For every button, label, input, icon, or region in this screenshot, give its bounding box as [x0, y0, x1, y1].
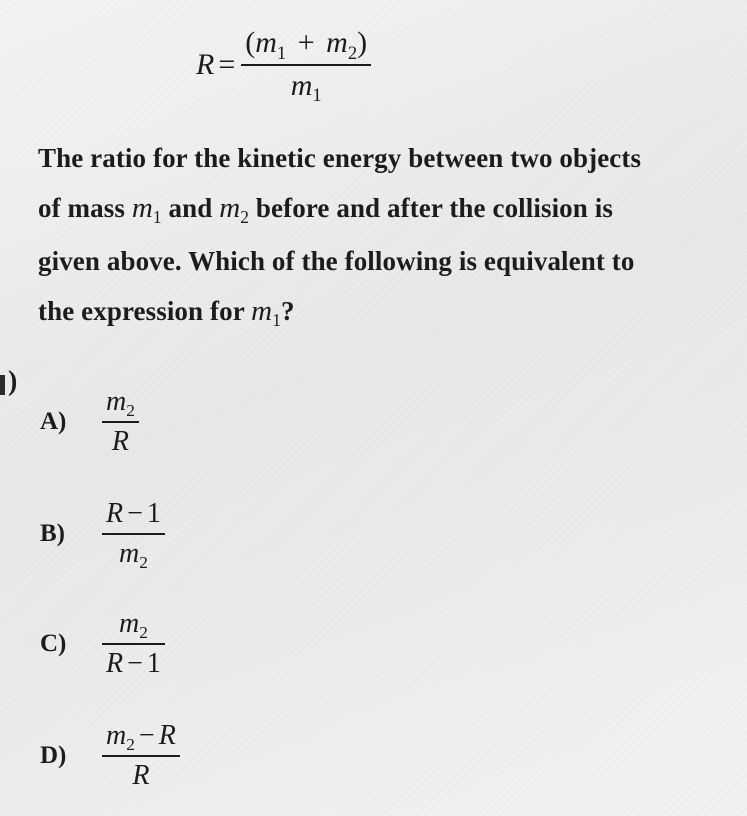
q2-text-b: and	[168, 193, 213, 223]
q2-m2-var: m	[219, 192, 241, 224]
option-b-bar	[102, 533, 165, 535]
option-b-fraction	[102, 498, 165, 573]
question-line-1: The ratio for the kinetic energy between two objects	[38, 143, 642, 173]
q2-m2	[219, 192, 250, 228]
option-d-denominator	[128, 760, 153, 792]
option-a-num-sub: 2	[126, 401, 135, 421]
option-a[interactable]	[40, 386, 139, 458]
question-line-3: given above. Which of the following is equivalent to	[38, 246, 635, 276]
option-b-num-const: 1	[146, 498, 161, 529]
q2-m1-sub: 1	[152, 207, 162, 228]
option-d[interactable]	[40, 720, 180, 792]
numerator-var-2: m	[326, 26, 348, 59]
option-a-fraction	[102, 386, 139, 458]
option-b-den-sub: 2	[139, 553, 148, 573]
formula-equals: =	[218, 47, 236, 81]
option-a-num-var: m	[106, 386, 127, 417]
q4-m1	[251, 295, 281, 331]
option-c-fraction	[102, 608, 165, 680]
option-d-num-var: m	[106, 720, 127, 751]
option-a-bar	[102, 421, 139, 423]
option-c-denominator	[102, 648, 165, 680]
option-d-den-var: R	[132, 760, 150, 792]
formula-numerator	[241, 26, 371, 64]
option-c-label: C)	[40, 630, 67, 658]
plus-sign: +	[297, 26, 315, 59]
option-a-den-var: R	[111, 426, 130, 458]
option-d-num-op: −	[138, 720, 155, 751]
ratio-formula	[196, 26, 371, 106]
option-c-bar	[102, 643, 165, 645]
edge-mark	[0, 375, 5, 395]
question-line-2	[38, 183, 728, 236]
formula-denominator	[287, 69, 326, 104]
option-c-numerator	[115, 608, 152, 643]
numerator-sub-2: 2	[347, 42, 358, 64]
option-d-num-var-2: R	[158, 720, 176, 751]
option-b-label: B)	[40, 520, 65, 548]
option-b-num-op: −	[127, 498, 143, 529]
numerator-var-1: m	[255, 26, 277, 59]
option-d-fraction	[102, 720, 180, 792]
option-a-numerator	[102, 386, 139, 421]
option-a-label: A)	[40, 408, 67, 436]
option-b[interactable]	[40, 498, 165, 573]
option-d-bar	[102, 755, 180, 757]
q2-m1-var: m	[131, 192, 153, 224]
open-paren: (	[245, 26, 256, 59]
question-line-4	[38, 286, 728, 339]
edge-paren: )	[8, 366, 18, 397]
q4-text-a: the expression for	[38, 296, 245, 326]
close-paren: )	[357, 26, 368, 59]
option-c[interactable]	[40, 608, 165, 680]
option-a-denominator	[108, 426, 133, 458]
question-text	[38, 133, 728, 339]
denominator-sub: 1	[312, 85, 322, 106]
q4-m1-var: m	[251, 295, 273, 327]
option-d-label: D)	[40, 742, 67, 770]
option-c-den-op: −	[127, 648, 143, 680]
q2-m1	[131, 192, 162, 228]
q4-question-mark: ?	[281, 296, 295, 326]
formula-lhs: R	[196, 47, 215, 81]
option-c-den-var: R	[106, 648, 124, 680]
option-b-num-var: R	[106, 498, 124, 529]
option-b-numerator	[102, 498, 165, 530]
option-b-denominator	[115, 538, 152, 573]
q2-m2-sub: 2	[240, 207, 250, 228]
option-d-num-sub: 2	[126, 735, 135, 755]
q4-m1-sub: 1	[272, 310, 281, 331]
q2-text-c: before and after the collision is	[255, 193, 613, 223]
option-c-num-var: m	[118, 608, 140, 639]
q2-text-a: of mass	[38, 193, 125, 223]
formula-fraction	[241, 26, 371, 106]
denominator-var: m	[290, 68, 313, 102]
option-c-den-const: 1	[146, 648, 161, 680]
numerator-sub-1: 1	[276, 42, 287, 64]
option-d-numerator	[102, 720, 180, 755]
option-b-den-var: m	[118, 538, 140, 570]
option-c-num-sub: 2	[139, 623, 148, 643]
